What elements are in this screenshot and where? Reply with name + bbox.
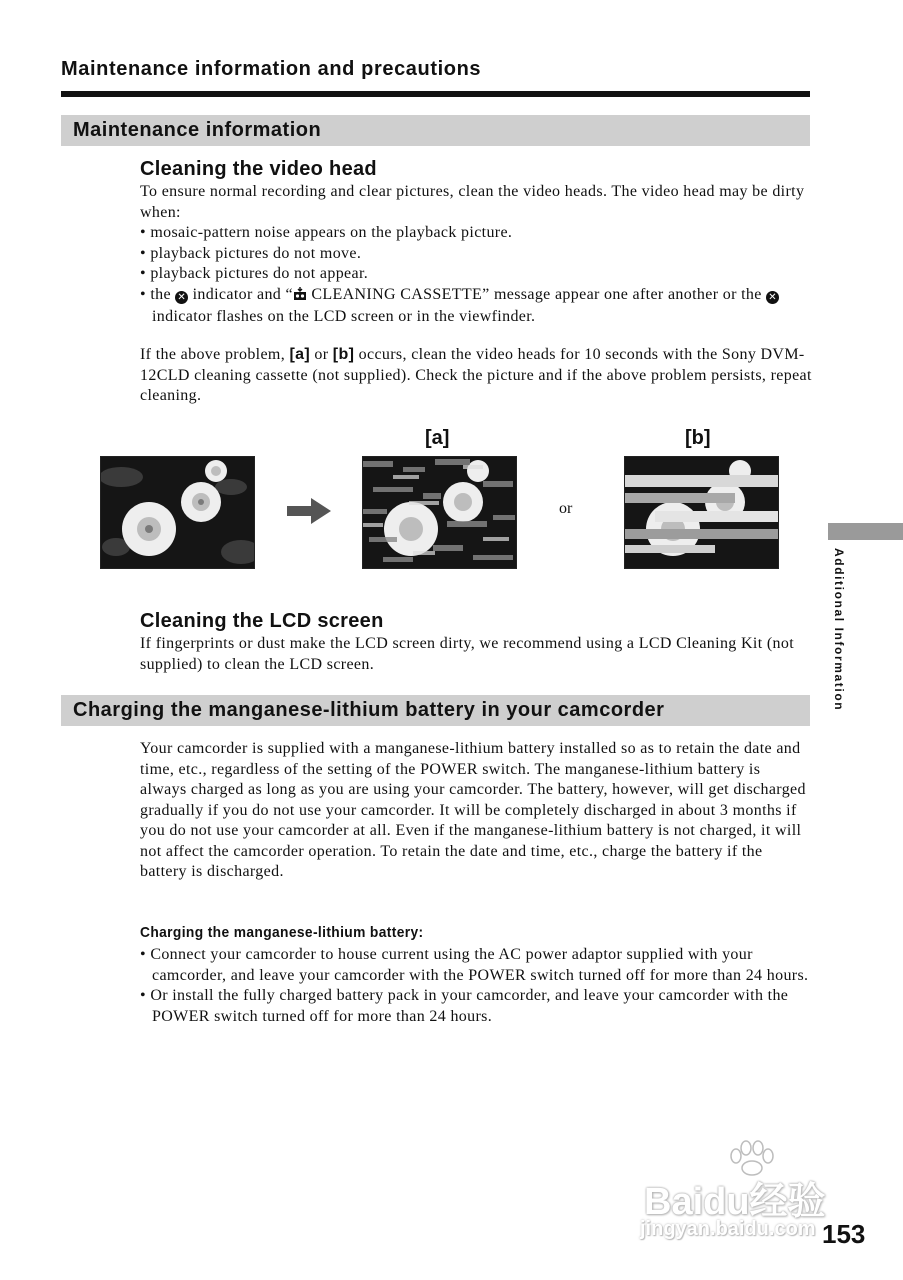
- warning-x-icon: ✕: [766, 291, 779, 304]
- cassette-icon: [293, 287, 307, 308]
- heading-cleaning-video-head: Cleaning the video head: [140, 158, 377, 180]
- dirty-symptoms-list: [140, 223, 812, 328]
- arrow-right-icon: [287, 498, 331, 529]
- warning-x-icon: ✕: [175, 291, 188, 304]
- lcd-text: If fingerprints or dust make the LCD screen dirty, we recommend using a LCD Cleaning Kit (not supplied) to clean the LCD screen.: [140, 635, 795, 673]
- figure-or-text: or: [559, 500, 573, 517]
- problem-paragraph: If the above problem, [a] or [b] occurs, clean the video heads for 10 seconds with the Sony DVM-12CLD cleaning cassette (not supplied). Check the picture and if the above problem persists, repeat cleaning.: [140, 346, 812, 404]
- side-tab: [828, 523, 903, 540]
- heading-charging-battery: Charging the manganese-lithium battery:: [140, 924, 424, 941]
- list-item: • playback pictures do not appear.: [140, 265, 369, 282]
- watermark: [636, 1140, 846, 1250]
- list-item: • playback pictures do not move.: [140, 244, 362, 262]
- list-item: • the ✕ indicator and “ CLEANING CASSETTE” message appear one after another or the ✕ indicator flashes on the LCD screen or in the viewfinder.: [140, 285, 812, 328]
- video-head-intro: To ensure normal recording and clear pictures, clean the video heads. The video head may be dirty when:: [140, 183, 805, 221]
- section-bar-maintenance: Maintenance information: [61, 115, 810, 146]
- figure-label-b: [b]: [685, 427, 711, 449]
- list-item: • mosaic-pattern noise appears on the playback picture.: [140, 224, 513, 241]
- photo-mosaic-noise: [362, 456, 517, 569]
- battery-paragraph: Your camcorder is supplied with a manganese-lithium battery installed so as to retain the date and time, etc., regardless of the setting of the POWER switch. The manganese-lithium battery is always charged as long as you are using your camcorder. The battery, however, will get discharged gradually if you do not use your camcorder. It will be completely discharged in about 3 months if you do not use your camcorder at all. Even if the manganese-lithium battery is not charged, it will not affect the camcorder operation. To retain the date and time, etc., charge the battery if the battery is discharged.: [140, 740, 806, 880]
- section-bar-battery: Charging the manganese-lithium battery in your camcorder: [61, 695, 810, 726]
- list-item: • Or install the fully charged battery pack in your camcorder, and leave your camcorder with the POWER switch turned off for more than 24 hours.: [140, 987, 789, 1025]
- list-item: • Connect your camcorder to house current using the AC power adaptor supplied with your camcorder, and leave your camcorder with the POWER switch turned off for more than 24 hours.: [140, 946, 809, 984]
- title-rule: [61, 91, 810, 97]
- figure-label-a: [a]: [425, 427, 450, 449]
- charging-steps-list: [140, 945, 812, 1027]
- heading-cleaning-lcd: Cleaning the LCD screen: [140, 610, 384, 632]
- watermark-brand: Baidu经验: [644, 1181, 826, 1223]
- ref-a: [a]: [289, 346, 311, 363]
- page-number: 153: [822, 1219, 866, 1249]
- ref-b: [b]: [332, 346, 355, 363]
- photo-horizontal-bands: [624, 456, 779, 569]
- photo-normal-flowers: [100, 456, 255, 569]
- page-title: Maintenance information and precautions: [61, 58, 482, 80]
- watermark-url: jingyan.baidu.com: [640, 1218, 816, 1240]
- side-tab-label: Additional Information: [832, 548, 846, 712]
- video-head-text: [140, 182, 812, 328]
- battery-steps: [140, 945, 812, 1027]
